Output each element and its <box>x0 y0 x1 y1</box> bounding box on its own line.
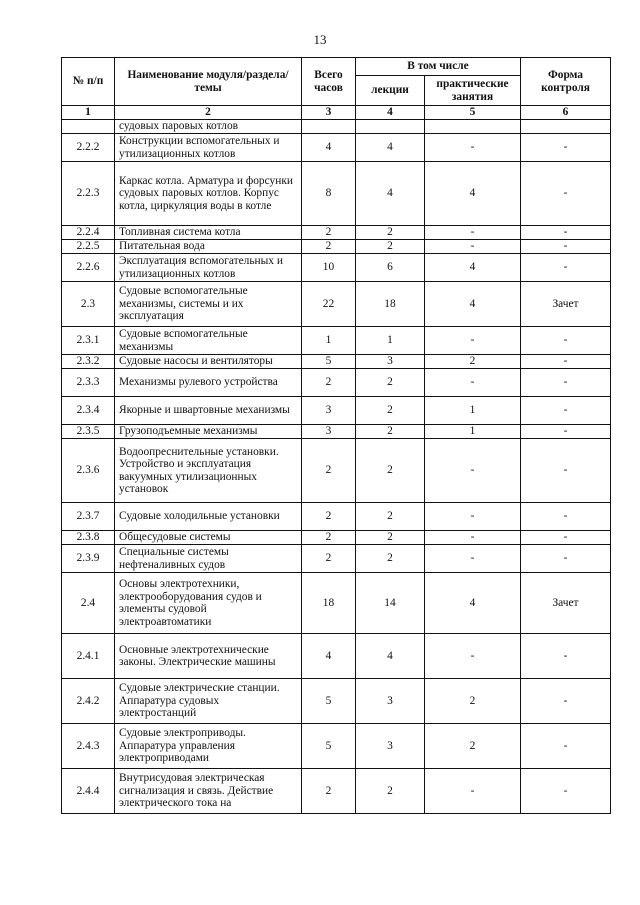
header-num: № п/п <box>62 58 115 106</box>
row-total <box>302 120 356 134</box>
row-form: - <box>521 226 611 240</box>
row-form: - <box>521 503 611 531</box>
table-row <box>62 355 611 369</box>
row-form: - <box>521 634 611 679</box>
row-lectures: 3 <box>356 679 425 724</box>
row-name: Судовые вспомогательные механизмы <box>115 327 302 355</box>
row-form: - <box>521 545 611 573</box>
row-form: Зачет <box>521 282 611 327</box>
row-number: 2.4.2 <box>62 679 115 724</box>
header-including: В том числе <box>356 58 521 76</box>
row-lectures: 2 <box>356 769 425 814</box>
row-practical: 4 <box>425 573 521 634</box>
table-row <box>62 226 611 240</box>
row-lectures: 2 <box>356 369 425 397</box>
row-name: Основы электротехники, электрооборудования судов и элементы судовой электроавтоматики <box>115 573 302 634</box>
table-row <box>62 369 611 397</box>
row-number: 2.2.3 <box>62 162 115 226</box>
row-form: Зачет <box>521 573 611 634</box>
row-form: - <box>521 531 611 545</box>
table-row <box>62 724 611 769</box>
row-name: Общесудовые системы <box>115 531 302 545</box>
row-form: - <box>521 769 611 814</box>
table-row <box>62 254 611 282</box>
row-total: 10 <box>302 254 356 282</box>
row-practical: 4 <box>425 282 521 327</box>
row-lectures: 3 <box>356 724 425 769</box>
row-lectures: 2 <box>356 503 425 531</box>
row-practical: 2 <box>425 679 521 724</box>
row-total: 1 <box>302 327 356 355</box>
row-practical: - <box>425 439 521 503</box>
row-lectures: 2 <box>356 226 425 240</box>
table-row <box>62 679 611 724</box>
row-practical: - <box>425 634 521 679</box>
row-lectures: 14 <box>356 573 425 634</box>
row-total: 8 <box>302 162 356 226</box>
row-name: Судовые холодильные установки <box>115 503 302 531</box>
row-lectures: 3 <box>356 355 425 369</box>
row-total: 3 <box>302 425 356 439</box>
row-total: 3 <box>302 397 356 425</box>
table-row <box>62 282 611 327</box>
row-total: 5 <box>302 679 356 724</box>
row-name: Механизмы рулевого устройства <box>115 369 302 397</box>
row-total: 4 <box>302 134 356 162</box>
row-number: 2.3.6 <box>62 439 115 503</box>
page-number: 13 <box>313 32 327 47</box>
row-total: 2 <box>302 503 356 531</box>
row-total: 5 <box>302 724 356 769</box>
row-practical: - <box>425 769 521 814</box>
table-row <box>62 397 611 425</box>
row-practical: 4 <box>425 162 521 226</box>
row-name: судовых паровых котлов <box>115 120 302 134</box>
row-name: Якорные и швартовные механизмы <box>115 397 302 425</box>
table-row <box>62 120 611 134</box>
row-practical: - <box>425 545 521 573</box>
row-name: Эксплуатация вспомогательных и утилизационных котлов <box>115 254 302 282</box>
row-form: - <box>521 369 611 397</box>
row-number: 2.3.2 <box>62 355 115 369</box>
row-practical: 4 <box>425 254 521 282</box>
row-total: 2 <box>302 369 356 397</box>
row-form: - <box>521 162 611 226</box>
row-number: 2.3.1 <box>62 327 115 355</box>
table-row <box>62 573 611 634</box>
row-practical: - <box>425 503 521 531</box>
row-name: Грузоподъемные механизмы <box>115 425 302 439</box>
row-total: 2 <box>302 439 356 503</box>
row-lectures: 1 <box>356 327 425 355</box>
header-total: Всего часов <box>302 58 356 106</box>
colnum-5: 5 <box>425 106 521 120</box>
colnum-6: 6 <box>521 106 611 120</box>
row-number: 2.4.1 <box>62 634 115 679</box>
table-row <box>62 503 611 531</box>
row-name: Каркас котла. Арматура и форсунки судовых паровых котлов. Корпус котла, циркуляция воды в котле <box>115 162 302 226</box>
table-row <box>62 240 611 254</box>
row-practical: 1 <box>425 397 521 425</box>
row-form: - <box>521 724 611 769</box>
header-form: Форма контроля <box>521 58 611 106</box>
row-practical <box>425 120 521 134</box>
row-name: Основные электротехнические законы. Электрические машины <box>115 634 302 679</box>
row-name: Судовые электрические станции. Аппаратура судовых электростанций <box>115 679 302 724</box>
row-form: - <box>521 355 611 369</box>
row-total: 18 <box>302 573 356 634</box>
row-form <box>521 120 611 134</box>
table-row <box>62 634 611 679</box>
row-name: Водоопреснительные установки. Устройство и эксплуатация вакуумных утилизационных установок <box>115 439 302 503</box>
row-total: 2 <box>302 545 356 573</box>
header-name: Наименование модуля/раздела/темы <box>115 58 302 106</box>
row-number <box>62 120 115 134</box>
table-body <box>62 120 611 814</box>
colnum-1: 1 <box>62 106 115 120</box>
curriculum-table <box>61 57 611 814</box>
row-form: - <box>521 254 611 282</box>
row-practical: 2 <box>425 355 521 369</box>
row-practical: - <box>425 226 521 240</box>
row-lectures: 2 <box>356 439 425 503</box>
row-practical: - <box>425 327 521 355</box>
row-total: 2 <box>302 240 356 254</box>
row-name: Судовые электроприводы. Аппаратура управления электроприводами <box>115 724 302 769</box>
row-number: 2.3.3 <box>62 369 115 397</box>
row-number: 2.4.3 <box>62 724 115 769</box>
table-row <box>62 162 611 226</box>
row-number: 2.2.2 <box>62 134 115 162</box>
row-practical: - <box>425 134 521 162</box>
row-practical: 2 <box>425 724 521 769</box>
row-total: 4 <box>302 634 356 679</box>
row-practical: 1 <box>425 425 521 439</box>
row-practical: - <box>425 369 521 397</box>
row-number: 2.2.5 <box>62 240 115 254</box>
row-form: - <box>521 240 611 254</box>
colnum-2: 2 <box>115 106 302 120</box>
row-total: 2 <box>302 531 356 545</box>
table-row <box>62 439 611 503</box>
row-number: 2.3.5 <box>62 425 115 439</box>
row-lectures: 4 <box>356 162 425 226</box>
row-form: - <box>521 397 611 425</box>
table-row <box>62 425 611 439</box>
row-form: - <box>521 134 611 162</box>
row-number: 2.3.7 <box>62 503 115 531</box>
table-row <box>62 134 611 162</box>
row-lectures: 18 <box>356 282 425 327</box>
table-row <box>62 531 611 545</box>
row-lectures: 2 <box>356 531 425 545</box>
row-number: 2.3.9 <box>62 545 115 573</box>
row-number: 2.3 <box>62 282 115 327</box>
row-number: 2.3.8 <box>62 531 115 545</box>
row-lectures: 2 <box>356 397 425 425</box>
row-lectures: 2 <box>356 545 425 573</box>
row-number: 2.4 <box>62 573 115 634</box>
row-number: 2.4.4 <box>62 769 115 814</box>
row-total: 2 <box>302 226 356 240</box>
row-total: 2 <box>302 769 356 814</box>
row-number: 2.2.4 <box>62 226 115 240</box>
row-name: Питательная вода <box>115 240 302 254</box>
row-name: Конструкции вспомогательных и утилизационных котлов <box>115 134 302 162</box>
row-name: Судовые вспомогательные механизмы, системы и их эксплуатация <box>115 282 302 327</box>
colnum-3: 3 <box>302 106 356 120</box>
row-lectures: 2 <box>356 425 425 439</box>
row-lectures: 4 <box>356 634 425 679</box>
row-lectures: 6 <box>356 254 425 282</box>
row-form: - <box>521 439 611 503</box>
row-practical: - <box>425 240 521 254</box>
colnum-4: 4 <box>356 106 425 120</box>
row-lectures <box>356 120 425 134</box>
row-lectures: 4 <box>356 134 425 162</box>
row-form: - <box>521 327 611 355</box>
table-row <box>62 545 611 573</box>
header-practical: практические занятия <box>425 76 521 106</box>
row-name: Специальные системы нефтеналивных судов <box>115 545 302 573</box>
table-row <box>62 327 611 355</box>
table-row <box>62 769 611 814</box>
row-total: 5 <box>302 355 356 369</box>
row-form: - <box>521 679 611 724</box>
row-lectures: 2 <box>356 240 425 254</box>
row-practical: - <box>425 531 521 545</box>
row-number: 2.2.6 <box>62 254 115 282</box>
row-number: 2.3.4 <box>62 397 115 425</box>
header-lectures: лекции <box>356 76 425 106</box>
row-name: Внутрисудовая электрическая сигнализация и связь. Действие электрического тока на <box>115 769 302 814</box>
row-name: Топливная система котла <box>115 226 302 240</box>
row-total: 22 <box>302 282 356 327</box>
row-name: Судовые насосы и вентиляторы <box>115 355 302 369</box>
row-form: - <box>521 425 611 439</box>
